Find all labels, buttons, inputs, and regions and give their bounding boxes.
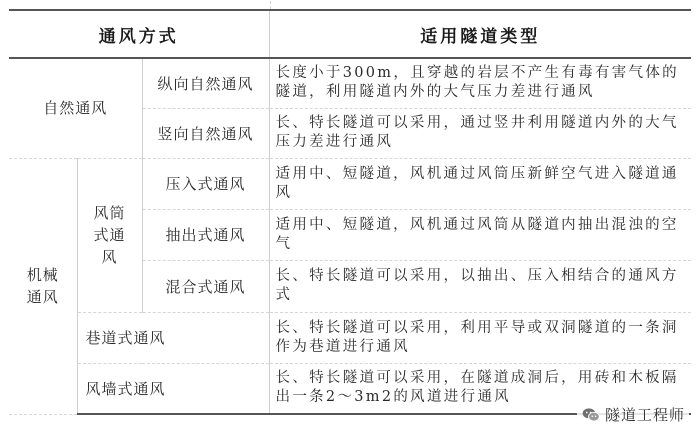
sub-method-cell: 风墙式通风 xyxy=(77,363,269,414)
category-mechanical xyxy=(9,158,77,414)
table-header-row xyxy=(9,10,691,58)
sub-method-cell: 压入式通风 xyxy=(142,158,269,209)
category-natural: 自然通风 xyxy=(9,58,142,158)
divider xyxy=(270,1,272,9)
wechat-icon xyxy=(581,405,601,425)
description-cell: 长、特长隧道可以采用，以抽出、压入相结合的通风方式 xyxy=(269,260,691,312)
table-row xyxy=(9,158,691,209)
sub-method-cell: 竖向自然通风 xyxy=(142,108,269,158)
table-row xyxy=(9,312,691,363)
description-cell: 长、特长隧道可以采用，在隧道成洞后，用砖和木板隔出一条2～3m2的风道进行通风 xyxy=(269,363,691,414)
table-row xyxy=(9,58,691,108)
ventilation-table xyxy=(9,9,691,415)
header-tunnel-type: 适用隧道类型 xyxy=(269,10,691,58)
description-cell: 长度小于300m，且穿越的岩层不产生有毒有害气体的隧道，利用隧道内外的大气压力差进行通风 xyxy=(269,58,691,108)
group-duct xyxy=(77,158,142,312)
category-mechanical-label: 机械通风 xyxy=(26,266,59,306)
description-cell: 适用中、短隧道，风机通过风筒压新鲜空气进入隧道通风 xyxy=(269,158,691,209)
sub-method-cell: 抽出式通风 xyxy=(142,209,269,260)
description-cell: 长、特长隧道可以采用，通过竖井利用隧道内外的大气压力差进行通风 xyxy=(269,108,691,158)
header-method: 通风方式 xyxy=(9,10,269,58)
description-cell: 长、特长隧道可以采用，利用平导或双洞隧道的一条洞作为巷道进行通风 xyxy=(269,312,691,363)
sub-method-cell: 纵向自然通风 xyxy=(142,58,269,108)
group-duct-label: 风筒式通风 xyxy=(93,204,126,266)
description-cell: 适用中、短隧道，风机通过风筒从隧道内抽出混浊的空气 xyxy=(269,209,691,260)
watermark xyxy=(577,402,689,427)
watermark-text: 隧道工程师 xyxy=(604,406,685,424)
sub-method-cell: 混合式通风 xyxy=(142,260,269,312)
sub-method-cell: 巷道式通风 xyxy=(77,312,269,363)
